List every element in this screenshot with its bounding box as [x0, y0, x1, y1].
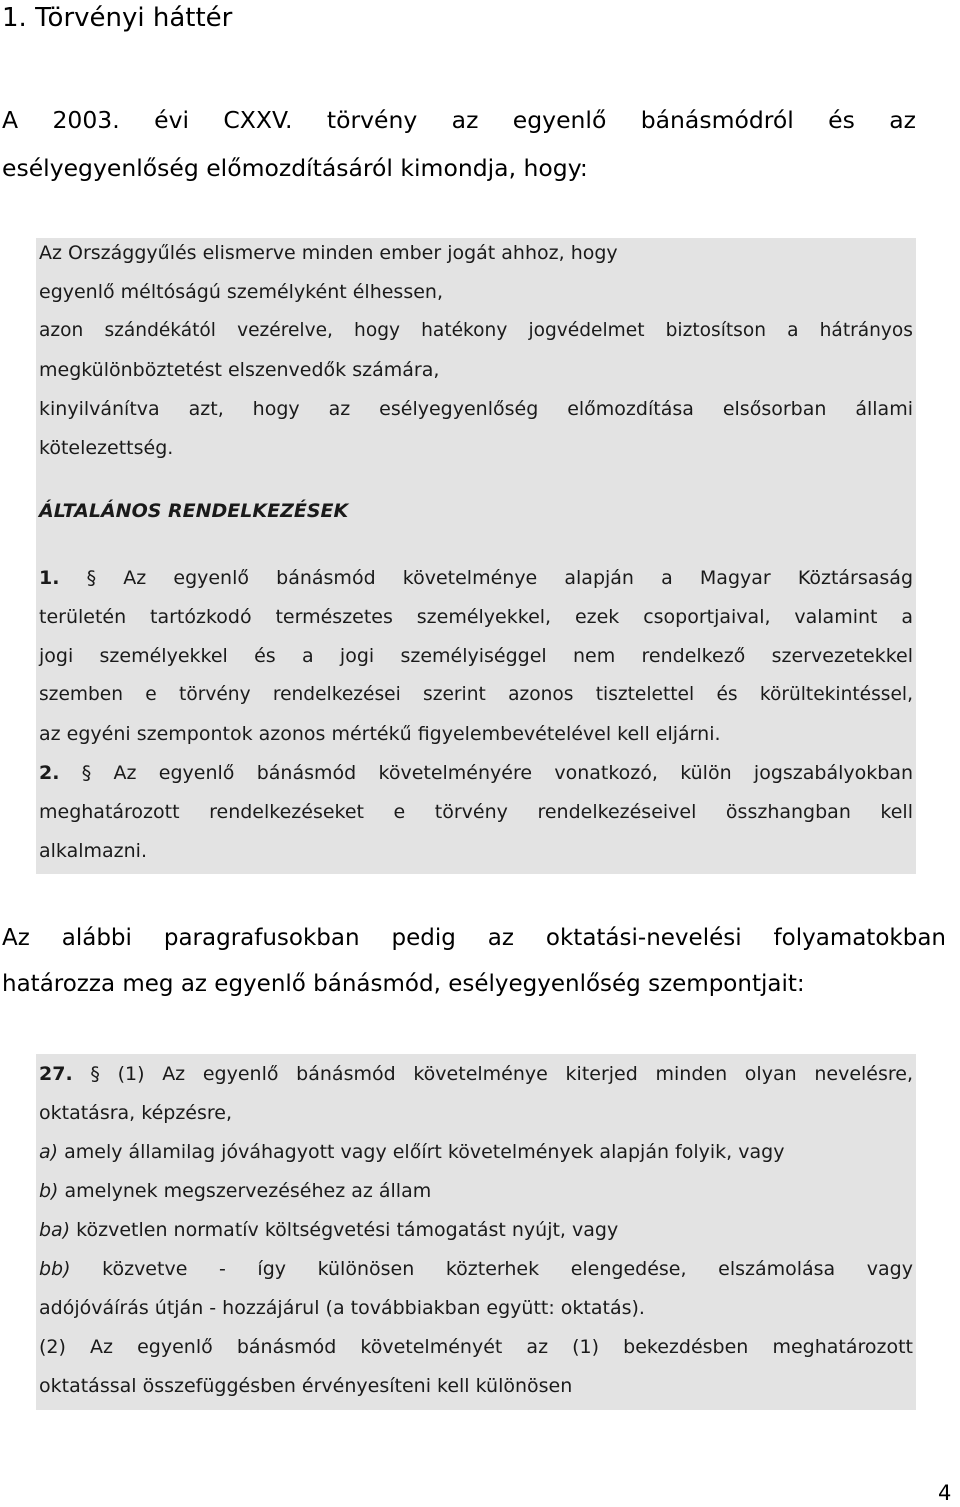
section-sign: § [90, 1063, 100, 1085]
intro-line: esélyegyenlőség előmozdításáról kimondja, hogy: [2, 154, 588, 182]
paragraph-1-line: szemben e törvény rendelkezései szerint azonos tisztelettel és körültekintéssel, [39, 684, 913, 705]
paragraph-2-line: alkalmazni. [39, 840, 147, 862]
clause-label: a) [39, 1141, 59, 1163]
paragraph-number: 27. [39, 1063, 73, 1085]
clause-bb [39, 1256, 913, 1282]
paragraph-2-line: meghatározott rendelkezéseket e törvény rendelkezéseivel összhangban kell [39, 801, 913, 823]
paragraph-text: Az egyenlő bánásmód követelményére vonatkozó, külön jogszabályokban [113, 762, 913, 784]
law-quote-box [36, 1054, 916, 1410]
clause-text: amely államilag jóváhagyott vagy előírt követelmények alapján folyik, vagy [64, 1141, 785, 1163]
paragraph-1-line: területén tartózkodó természetes személyekkel, ezek csoportjaival, valamint a [39, 606, 913, 628]
section-sign: § [86, 567, 97, 589]
clause-text: amelynek megszervezéséhez az állam [64, 1180, 432, 1202]
intro-line: A 2003. évi CXXV. törvény az egyenlő bánásmódról és az [2, 106, 916, 134]
subsection-2-line: (2) Az egyenlő bánásmód követelményét az (1) bekezdésben meghatározott [39, 1336, 913, 1358]
paragraph-text: (1) Az egyenlő bánásmód követelménye kiterjed minden olyan nevelésre, [117, 1063, 913, 1085]
intro-paragraph [2, 96, 916, 192]
paragraph-27-line: oktatásra, képzésre, [39, 1102, 233, 1124]
paragraph-number: 2. [39, 762, 60, 784]
paragraph-text: Az egyenlő bánásmód követelménye alapján a Magyar Köztársaság [123, 567, 914, 589]
preamble-line: megkülönböztetést elszenvedők számára, [39, 359, 440, 381]
preamble-line: kinyilvánítva azt, hogy az esélyegyenlőség előmozdítása elsősorban állami [39, 398, 913, 420]
clause-ba [39, 1217, 913, 1243]
section-title: ÁLTALÁNOS RENDELKEZÉSEK [39, 500, 349, 522]
preamble-line: kötelezettség. [39, 437, 174, 459]
section-sign: § [81, 762, 92, 784]
preamble-line: Az Országgyűlés elismerve minden ember jogát ahhoz, hogy [39, 242, 618, 264]
preamble-line: azon szándékától vezérelve, hogy hatékony jogvédelmet biztosítson a hátrányos [39, 320, 913, 341]
paragraph-27-line [39, 1061, 913, 1087]
clause-bb-continued: adójóváírás útján - hozzájárul (a továbbiakban együtt: oktatás). [39, 1297, 645, 1319]
clause-b [39, 1178, 913, 1204]
subsection-2-line: oktatással összefüggésben érvényesíteni kell különösen [39, 1375, 573, 1397]
clause-text: közvetve - így különösen közterhek elengedése, elszámolása vagy [102, 1258, 913, 1280]
body-paragraph-line: határozza meg az egyenlő bánásmód, esélyegyenlőség szempontjait: [2, 971, 805, 997]
paragraph-1-line [39, 565, 913, 591]
clause-text: közvetlen normatív költségvetési támogatást nyújt, vagy [76, 1219, 619, 1241]
page-heading: 1. Törvényi háttér [2, 3, 233, 33]
clause-label: b) [39, 1180, 59, 1202]
clause-a [39, 1139, 913, 1165]
page-number: 4 [938, 1481, 952, 1505]
paragraph-1-line: jogi személyekkel és a jogi személyiséggel nem rendelkező szervezetekkel [39, 645, 913, 667]
paragraph-2-line [39, 760, 913, 786]
preamble-line: egyenlő méltóságú személyként élhessen, [39, 281, 444, 303]
paragraph-1-line: az egyéni szempontok azonos mértékű figyelembevételével kell eljárni. [39, 723, 721, 745]
paragraph-number: 1. [39, 567, 60, 589]
body-paragraph-line: Az alábbi paragrafusokban pedig az oktatási-nevelési folyamatokban [2, 925, 946, 951]
clause-label: bb) [39, 1258, 71, 1280]
clause-label: ba) [39, 1219, 71, 1241]
law-quote-box [36, 238, 916, 874]
